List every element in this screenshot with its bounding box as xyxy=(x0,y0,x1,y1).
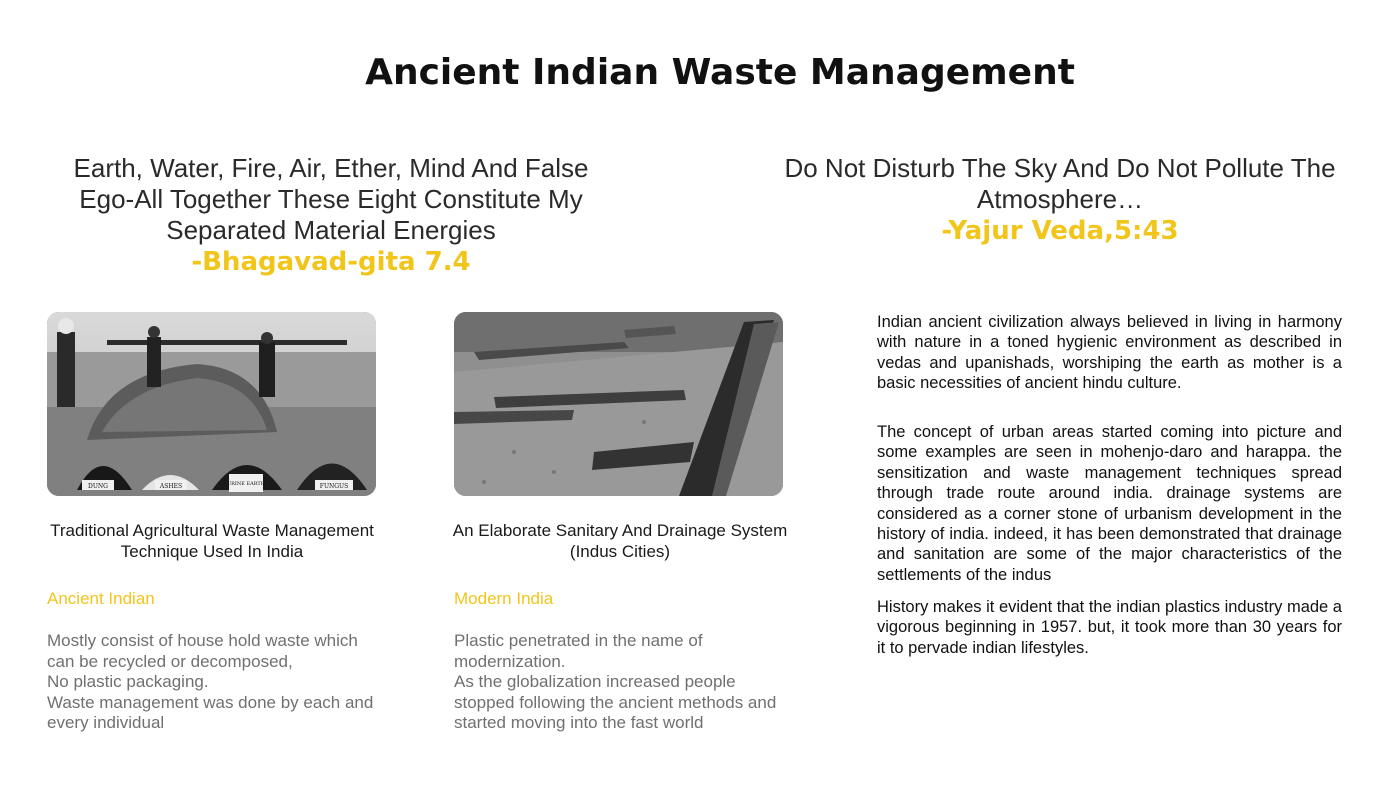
quote-source: -Yajur Veda,5:43 xyxy=(941,216,1179,246)
text-line: No plastic packaging. xyxy=(47,672,209,691)
text-line: can be recycled or decomposed, xyxy=(47,651,293,671)
text-line: every individual xyxy=(47,713,165,732)
quote-yajur-veda xyxy=(770,153,1350,248)
photo-label-urine-earth: URINE EARTH xyxy=(226,481,266,487)
quote-bhagavad-gita xyxy=(60,153,602,279)
figure-caption: An Elaborate Sanitary And Drainage System (Indus Cities) xyxy=(452,521,788,561)
paragraph-urban-areas: The concept of urban areas started coming into picture and some examples are seen in mohenjo-daro and harappa. the sensitization and waste management techniques spread through trade route around india. drainage systems are considered as a corner stone of urbanism development in the history of india. indeed, it has been demonstrated that drainage and sanitation are some of the major characteristics of the settlements of the indus xyxy=(877,423,1342,584)
text-line: Plastic penetrated in the name of xyxy=(454,631,703,650)
section-label-ancient: Ancient Indian xyxy=(47,589,155,608)
text-line: Waste management was done by each and xyxy=(47,692,374,712)
paragraph-harmony: Indian ancient civilization always believed in living in harmony with nature in a toned hygienic environment as described in vedas and upanishads, worshiping the earth as mother is a basic necessities of ancient hindu culture. xyxy=(877,313,1342,393)
agricultural-waste-photo xyxy=(47,312,376,496)
section-label-modern: Modern India xyxy=(454,589,554,608)
quote-text: Earth, Water, Fire, Air, Ether, Mind And False Ego-All Together These Eight Constitute My Separated Material Energies xyxy=(73,153,589,245)
paragraph-plastics-history: History makes it evident that the indian plastics industry made a vigorous beginning in 1957. but, it took more than 30 years for it to pervade indian lifestyles. xyxy=(877,598,1342,657)
text-line: stopped following the ancient methods and xyxy=(454,692,777,712)
text-line: started moving into the fast world xyxy=(454,713,704,732)
page-title: Ancient Indian Waste Management xyxy=(365,52,1075,93)
text-line: As the globalization increased people xyxy=(454,672,736,691)
ancient-description xyxy=(47,631,392,734)
quote-text: Do Not Disturb The Sky And Do Not Pollute The Atmosphere… xyxy=(784,153,1336,214)
photo-label-ashes: ASHES xyxy=(159,483,183,490)
text-line: modernization. xyxy=(454,651,566,671)
text-line: Mostly consist of house hold waste which xyxy=(47,631,358,650)
figure-caption: Traditional Agricultural Waste Management Technique Used In India xyxy=(50,521,374,561)
modern-description xyxy=(454,631,799,734)
drainage-system-photo xyxy=(454,312,783,496)
photo-label-dung: DUNG xyxy=(88,483,108,490)
quote-source: -Bhagavad-gita 7.4 xyxy=(191,247,471,277)
photo-label-fungus: FUNGUS xyxy=(319,483,349,490)
